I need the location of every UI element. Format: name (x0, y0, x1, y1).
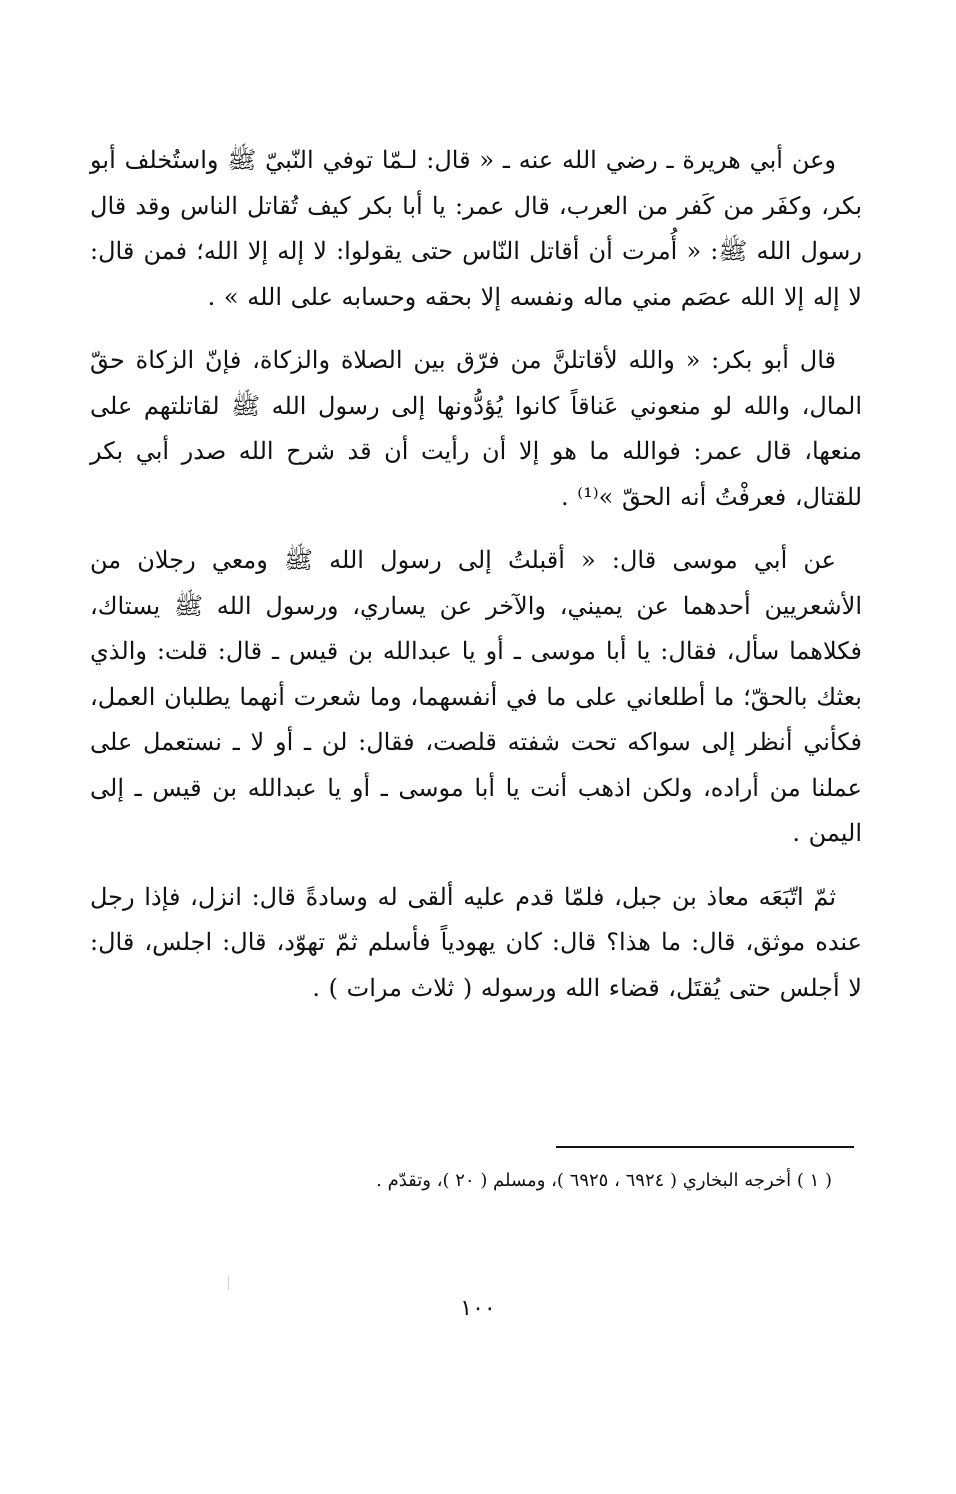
paragraph-abu-bakr: قال أبو بكر: « والله لأقاتلنَّ من فرّق بين الصلاة والزكاة، فإنّ الزكاة حقّ المال، والله لو منعوني عَناقاً كانوا يُؤدُّونها إلى رسول الله ﷺ لقاتلتهم على منعها، قال عمر: فوالله ما هو إلا أن رأيت أن قد شرح الله صدر أبي بكر للقتال، فعرفْتُ أنه الحقّ »⁽¹⁾ . (90, 346, 862, 511)
footnote-divider (556, 1146, 854, 1148)
margin-mark (228, 1276, 229, 1290)
paragraph-abu-musa: عن أبي موسى قال: « أقبلتُ إلى رسول الله ﷺ ومعي رجلان من الأشعريين أحدهما عن يميني، والآخر عن يساري، ورسول الله ﷺ يستاك، فكلاهما سأل، فقال: يا أبا موسى ـ أو يا عبدالله بن قيس ـ قال: قلت: والذي بعثك بالحقّ؛ ما أطلعاني على ما في أنفسهما، وما شعرت أنهما يطلبان العمل، فكأني أنظر إلى سواكه تحت شفته قلصت، فقال: لن ـ أو لا ـ نستعمل على عملنا من أراده، ولكن اذهب أنت يا أبا موسى ـ أو يا عبدالله بن قيس ـ إلى اليمن . (90, 546, 862, 847)
paragraph-abu-hurayra: وعن أبي هريرة ـ رضي الله عنه ـ « قال: لـمّا توفي النّبيّ ﷺ واستُخلف أبو بكر، وكفَر من كَفر من العرب، قال عمر: يا أبا بكر كيف تُقاتل الناس وقد قال رسول الله ﷺ: « أُمرت أن أقاتل النّاس حتى يقولوا: لا إله إلا الله؛ فمن قال: لا إله إلا الله عصَم مني ماله ونفسه إلا بحقه وحسابه على الله » . (90, 146, 862, 311)
footnote: ( ١ ) أخرجه البخاري ( ٦٩٢٤ ، ٦٩٢٥ )، ومسلم ( ٢٠ )، وتقدّم . (376, 1170, 832, 1191)
paragraph-muadh: ثمّ اتّبَعَه معاذ بن جبل، فلمّا قدم عليه ألقى له وسادةً قال: انزل، فإذا رجل عنده موثق، قال: ما هذا؟ قال: كان يهودياً فأسلم ثمّ تهوّد، قال: اجلس، قال: لا أجلس حتى يُقتَل، قضاء الله ورسوله ( ثلاث مرات ) . (90, 882, 862, 1002)
page-number: ١٠٠ (460, 1296, 496, 1321)
main-text (90, 138, 862, 1011)
